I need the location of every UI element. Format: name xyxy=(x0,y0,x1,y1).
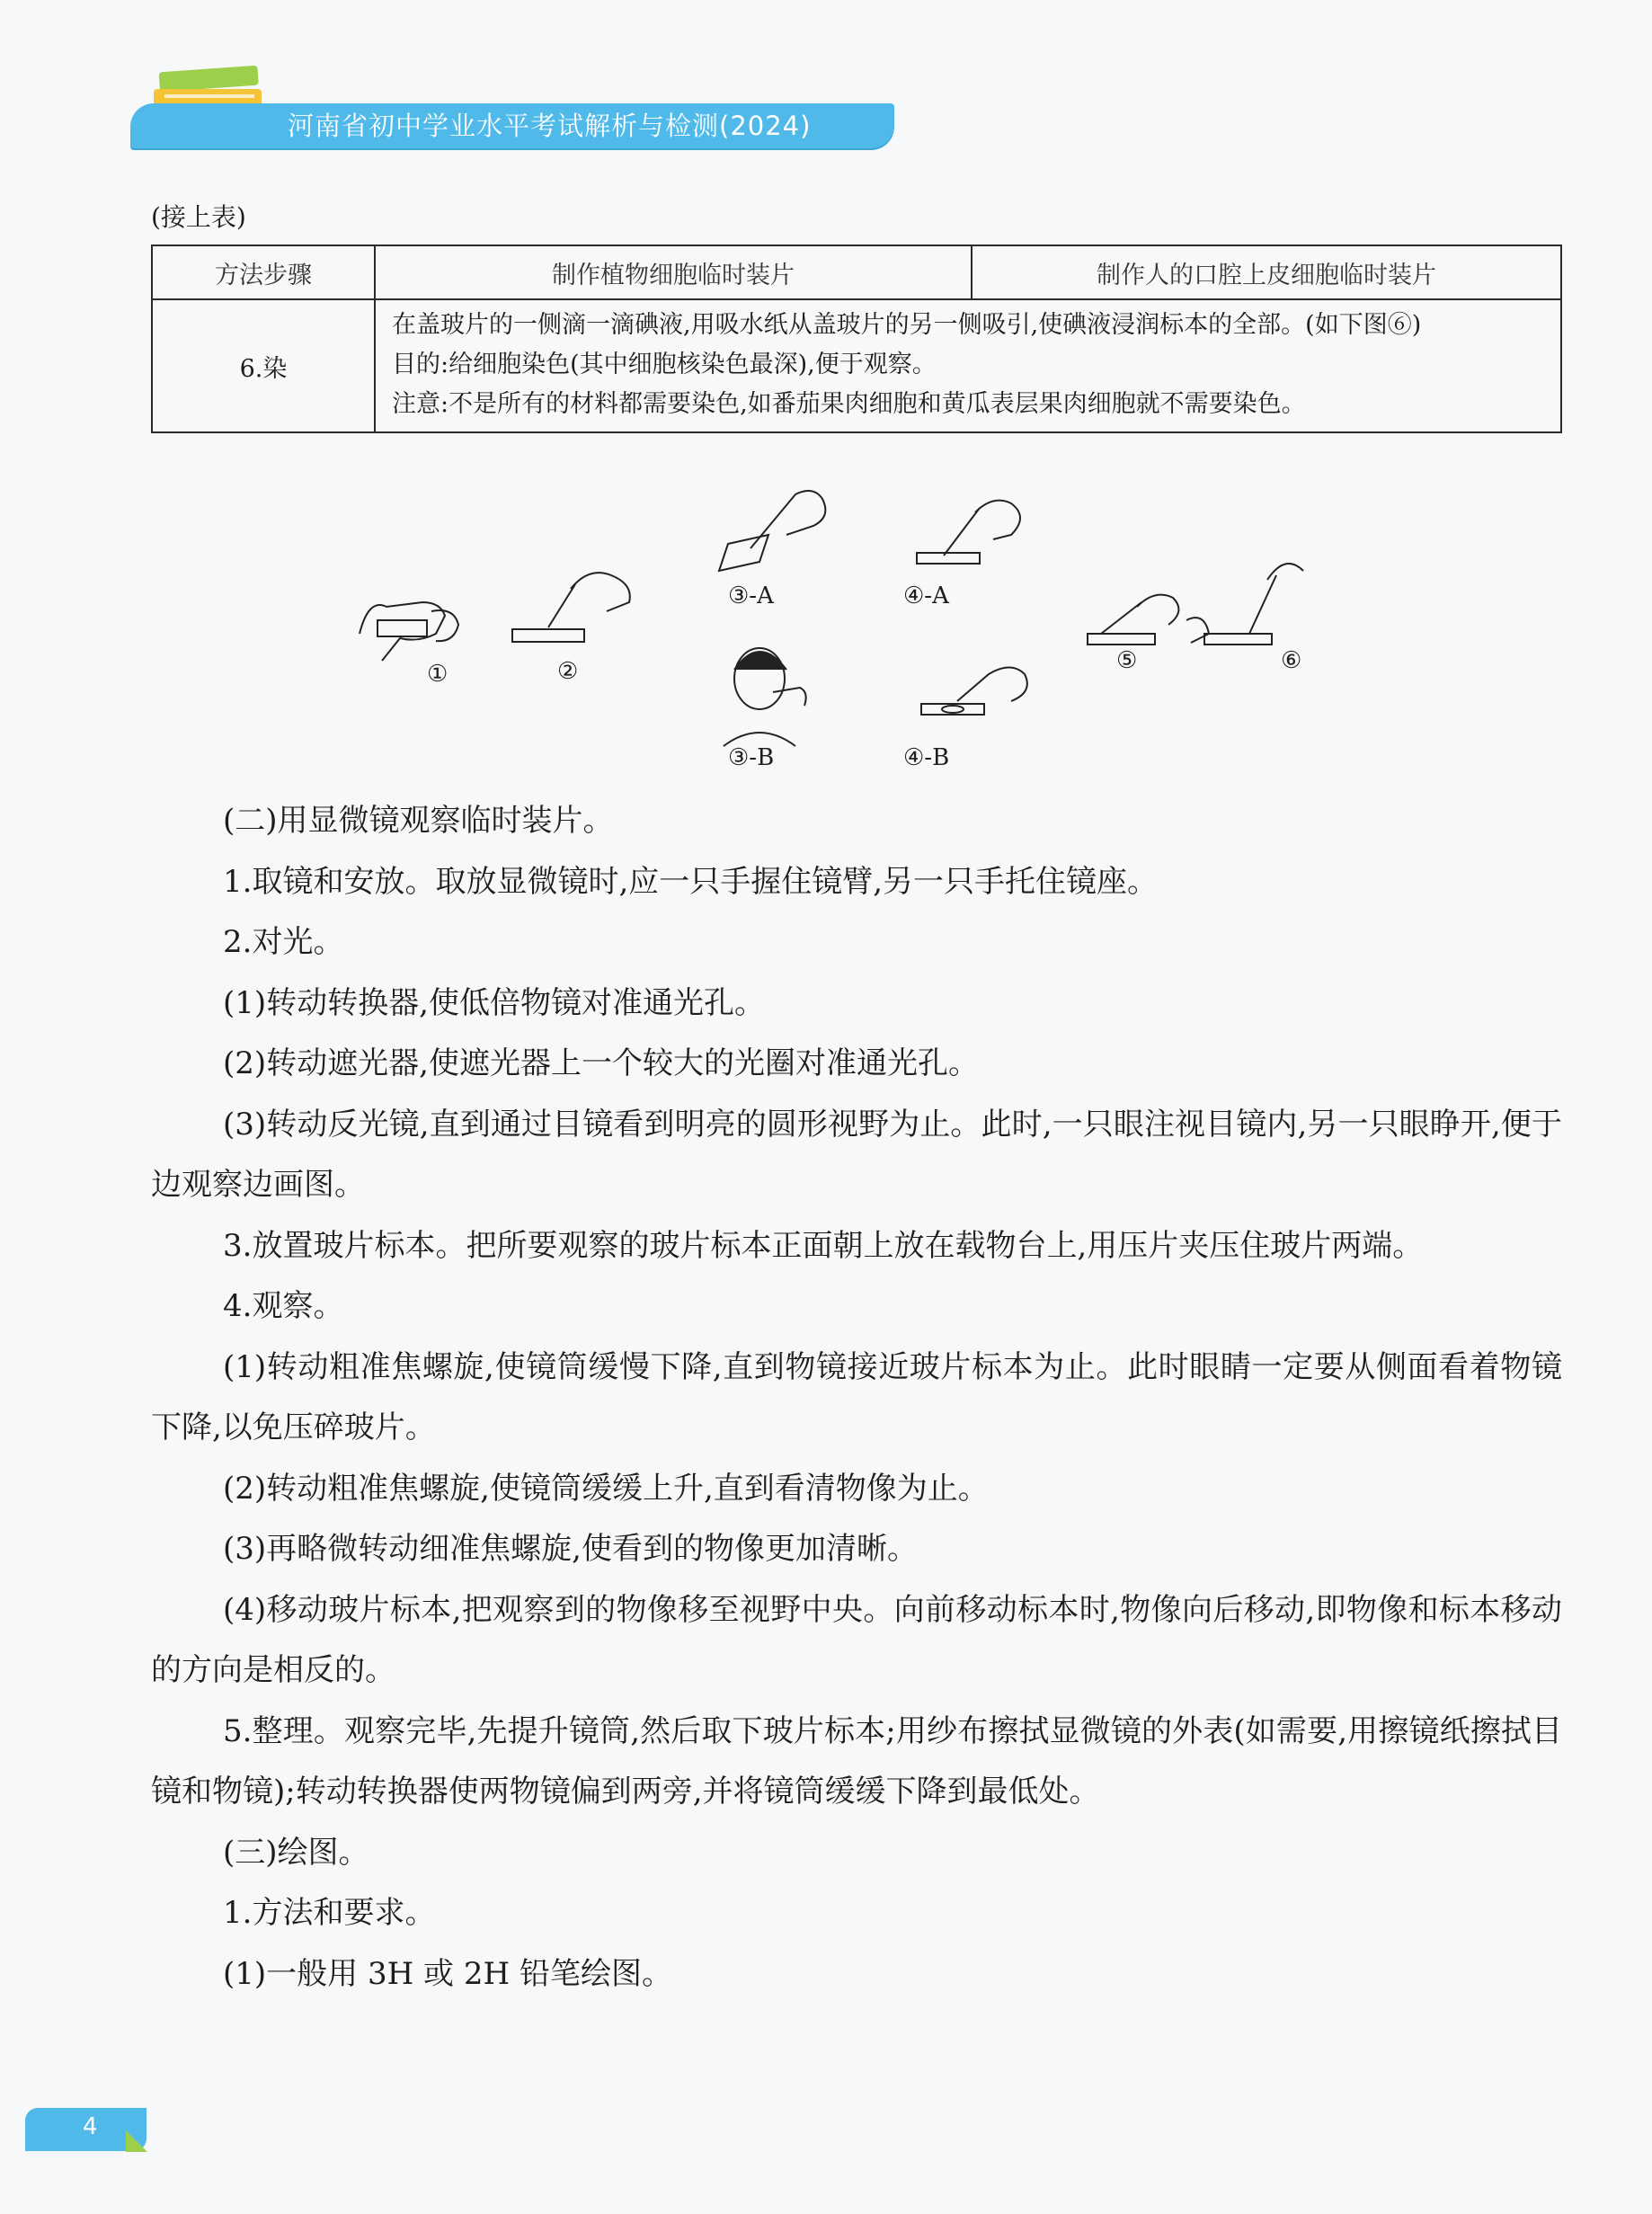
content-line: 注意:不是所有的材料都需要染色,如番茄果肉细胞和黄瓜表层果肉细胞就不需要染色。 xyxy=(392,390,1306,418)
steps-table xyxy=(151,245,1562,433)
content-line: 目的:给细胞染色(其中细胞核染色最深),便于观察。 xyxy=(392,351,937,378)
cover-slip-illustration xyxy=(1088,595,1178,645)
step-cell: 6.染 xyxy=(152,299,375,432)
paragraph: 2.对光。 xyxy=(223,924,344,960)
scrape-cheek-illustration xyxy=(724,648,806,746)
paragraph: (3)转动反光镜,直到通过目镜看到明亮的圆形视野为止。此时,一只眼注视目镜内,另一只眼睁开,便于边观察边画图。 xyxy=(151,1106,1562,1203)
figure-label: ⑥ xyxy=(1281,647,1302,674)
figure-label: ⑤ xyxy=(1116,647,1138,674)
spread-sample-illustration xyxy=(917,501,1020,564)
figure-label: ③-B xyxy=(728,744,775,771)
paragraph: 1.方法和要求。 xyxy=(223,1895,436,1931)
procedure-sketches xyxy=(342,476,1384,782)
wipe-slide-illustration xyxy=(360,602,458,661)
table-header-cell: 方法步骤 xyxy=(152,245,375,299)
page-number: 4 xyxy=(83,2113,98,2140)
tear-epidermis-illustration xyxy=(719,491,825,571)
header-title: 河南省初中学业水平考试解析与检测(2024) xyxy=(288,111,812,141)
spread-slide-illustration xyxy=(921,668,1027,716)
paragraph: (三)绘图。 xyxy=(223,1834,369,1871)
paragraph: 5.整理。观察完毕,先提升镜筒,然后取下玻片标本;用纱布擦拭显微镜的外表(如需要,用擦镜纸擦拭目镜和物镜);转动转换器使两物镜偏到两旁,并将镜筒缓缓下降到最低处。 xyxy=(151,1712,1562,1809)
table-header-cell: 制作人的口腔上皮细胞临时装片 xyxy=(972,245,1561,299)
figure-label: ② xyxy=(557,658,579,685)
continuation-label: (接上表) xyxy=(151,202,246,232)
procedure-figure xyxy=(342,476,1384,782)
page-corner-decoration xyxy=(126,2130,147,2152)
table-header-row xyxy=(152,245,1561,299)
content-cell xyxy=(375,299,1561,432)
paragraph: 1.取镜和安放。取放显微镜时,应一只手握住镜臂,另一只手托住镜座。 xyxy=(223,863,1159,900)
paragraph: (2)转动遮光器,使遮光器上一个较大的光圈对准通光孔。 xyxy=(223,1045,979,1081)
paragraph: (1)一般用 3H 或 2H 铅笔绘图。 xyxy=(223,1955,672,1992)
table-header-cell: 制作植物细胞临时装片 xyxy=(375,245,972,299)
drop-water-illustration xyxy=(512,573,630,642)
paragraph: (1)转动转换器,使低倍物镜对准通光孔。 xyxy=(223,984,765,1021)
paragraph: (4)移动玻片标本,把观察到的物像移至视野中央。向前移动标本时,物像向后移动,即物像和标本移动的方向是相反的。 xyxy=(151,1591,1562,1688)
stain-illustration xyxy=(1186,564,1303,645)
content-line: 在盖玻片的一侧滴一滴碘液,用吸水纸从盖玻片的另一侧吸引,使碘液浸润标本的全部。(如下图⑥) xyxy=(392,311,1422,339)
paragraph: 4.观察。 xyxy=(223,1288,344,1324)
figure-label: ③-A xyxy=(728,582,774,609)
body-text xyxy=(151,791,1562,2005)
figure-label: ① xyxy=(427,661,449,688)
paragraph: (1)转动粗准焦螺旋,使镜筒缓慢下降,直到物镜接近玻片标本为止。此时眼睛一定要从侧面看着物镜下降,以免压碎玻片。 xyxy=(151,1348,1562,1445)
paragraph: (3)再略微转动细准焦螺旋,使看到的物像更加清晰。 xyxy=(223,1531,918,1567)
paragraph: (二)用显微镜观察临时装片。 xyxy=(223,803,614,839)
paragraph: (2)转动粗准焦螺旋,使镜筒缓缓上升,直到看清物像为止。 xyxy=(223,1470,989,1507)
figure-label: ④-A xyxy=(903,582,949,609)
figure-label: ④-B xyxy=(903,744,950,771)
table-row xyxy=(152,299,1561,432)
paragraph: 3.放置玻片标本。把所要观察的玻片标本正面朝上放在载物台上,用压片夹压住玻片两端。 xyxy=(223,1227,1424,1264)
